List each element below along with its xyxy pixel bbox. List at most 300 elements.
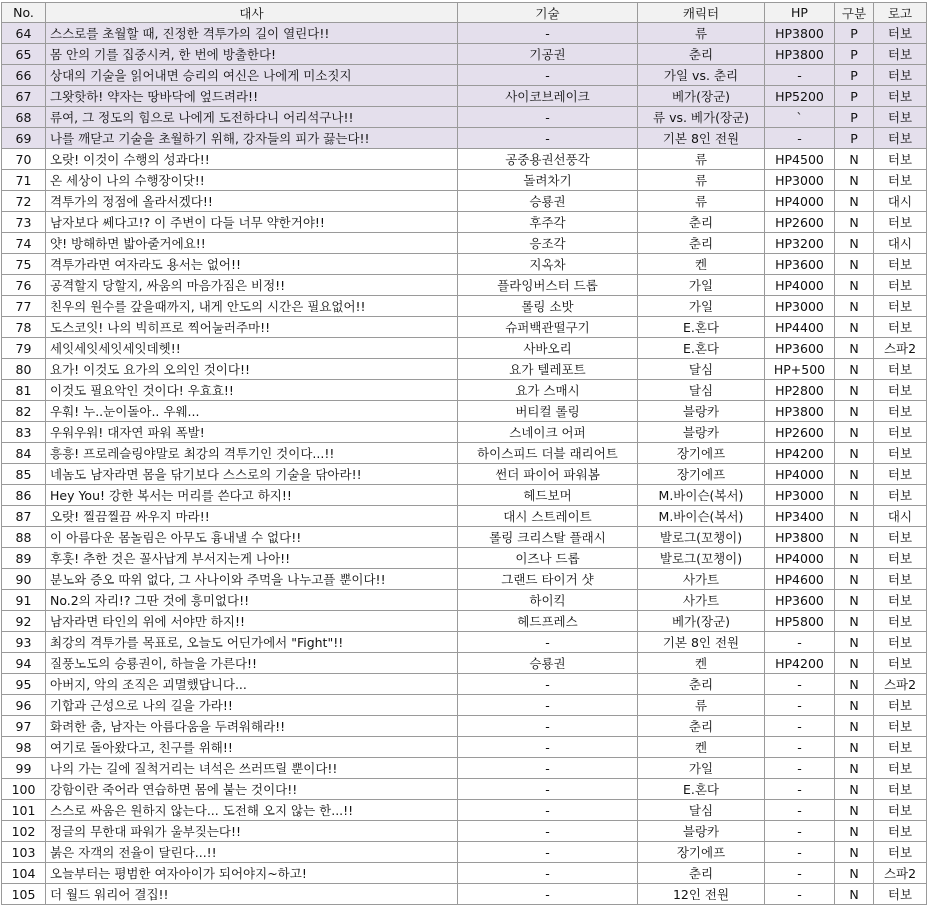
- cell-hp: HP3200: [765, 233, 835, 254]
- cell-hp: -: [765, 779, 835, 800]
- cell-no: 90: [2, 569, 46, 590]
- table-row: [2, 128, 927, 149]
- cell-character: 장기에프: [638, 842, 765, 863]
- cell-hp: HP5200: [765, 86, 835, 107]
- table-row: [2, 212, 927, 233]
- cell-log: 스파2: [874, 338, 927, 359]
- cell-log: 터보: [874, 443, 927, 464]
- cell-skill: 헤드프레스: [458, 611, 638, 632]
- cell-log: 터보: [874, 65, 927, 86]
- cell-hp: -: [765, 65, 835, 86]
- cell-no: 79: [2, 338, 46, 359]
- table-row: [2, 842, 927, 863]
- header-type: 구분: [835, 3, 874, 23]
- table-row: [2, 611, 927, 632]
- cell-line: 이 아름다운 몸놀림은 아무도 흉내낼 수 없다!!: [46, 527, 458, 548]
- cell-hp: HP3000: [765, 296, 835, 317]
- cell-hp: HP3800: [765, 527, 835, 548]
- cell-type: N: [835, 338, 874, 359]
- cell-line: 공격할지 당할지, 싸움의 마음가짐은 비정!!: [46, 275, 458, 296]
- cell-log: 터보: [874, 653, 927, 674]
- cell-character: 사가트: [638, 569, 765, 590]
- cell-hp: -: [765, 863, 835, 884]
- cell-line: Hey You! 강한 복서는 머리를 쓴다고 하지!!: [46, 485, 458, 506]
- cell-skill: -: [458, 128, 638, 149]
- cell-type: N: [835, 443, 874, 464]
- cell-log: 터보: [874, 317, 927, 338]
- cell-skill: -: [458, 716, 638, 737]
- cell-hp: HP3600: [765, 590, 835, 611]
- cell-log: 터보: [874, 422, 927, 443]
- cell-type: N: [835, 758, 874, 779]
- cell-line: 네놈도 남자라면 몸을 닦기보다 스스로의 기술을 닦아라!!: [46, 464, 458, 485]
- cell-character: 장기에프: [638, 443, 765, 464]
- cell-no: 89: [2, 548, 46, 569]
- cell-line: 질풍노도의 승룡권이, 하늘을 가른다!!: [46, 653, 458, 674]
- cell-type: P: [835, 86, 874, 107]
- cell-log: 터보: [874, 884, 927, 905]
- cell-hp: `: [765, 107, 835, 128]
- cell-character: 가일: [638, 275, 765, 296]
- cell-line: 격투가의 정점에 올라서겠다!!: [46, 191, 458, 212]
- cell-character: 사가트: [638, 590, 765, 611]
- cell-character: 블랑카: [638, 401, 765, 422]
- cell-no: 103: [2, 842, 46, 863]
- cell-line: 강함이란 죽어라 연습하면 몸에 붙는 것이다!!: [46, 779, 458, 800]
- cell-log: 터보: [874, 590, 927, 611]
- cell-no: 66: [2, 65, 46, 86]
- cell-type: N: [835, 611, 874, 632]
- cell-no: 105: [2, 884, 46, 905]
- table-body: [2, 23, 927, 905]
- cell-hp: HP2600: [765, 422, 835, 443]
- cell-no: 81: [2, 380, 46, 401]
- header-character: 캐릭터: [638, 3, 765, 23]
- cell-character: 춘리: [638, 212, 765, 233]
- cell-log: 터보: [874, 842, 927, 863]
- cell-type: N: [835, 569, 874, 590]
- table-row: [2, 65, 927, 86]
- cell-no: 67: [2, 86, 46, 107]
- cell-character: 기본 8인 전원: [638, 128, 765, 149]
- cell-skill: -: [458, 779, 638, 800]
- cell-character: M.바이슨(복서): [638, 485, 765, 506]
- cell-type: P: [835, 107, 874, 128]
- cell-skill: 스네이크 어퍼: [458, 422, 638, 443]
- cell-skill: 버티컬 롤링: [458, 401, 638, 422]
- cell-skill: -: [458, 884, 638, 905]
- cell-no: 85: [2, 464, 46, 485]
- cell-hp: -: [765, 737, 835, 758]
- cell-no: 78: [2, 317, 46, 338]
- header-row: [2, 3, 927, 23]
- cell-hp: -: [765, 632, 835, 653]
- cell-type: N: [835, 779, 874, 800]
- cell-type: N: [835, 863, 874, 884]
- cell-line: 얏! 방해하면 밟아줄거에요!!: [46, 233, 458, 254]
- cell-hp: HP4000: [765, 275, 835, 296]
- header-skill: 기술: [458, 3, 638, 23]
- cell-no: 94: [2, 653, 46, 674]
- cell-skill: -: [458, 674, 638, 695]
- cell-log: 대시: [874, 506, 927, 527]
- cell-hp: HP4400: [765, 317, 835, 338]
- cell-character: 베가(장군): [638, 86, 765, 107]
- table-row: [2, 527, 927, 548]
- cell-line: 남자라면 타인의 위에 서야만 하지!!: [46, 611, 458, 632]
- cell-skill: 슈퍼백관떨구기: [458, 317, 638, 338]
- table-row: [2, 296, 927, 317]
- cell-no: 91: [2, 590, 46, 611]
- cell-line: 여기로 돌아왔다고, 친구를 위해!!: [46, 737, 458, 758]
- cell-skill: 요가 스매시: [458, 380, 638, 401]
- table-row: [2, 254, 927, 275]
- cell-no: 82: [2, 401, 46, 422]
- cell-type: N: [835, 716, 874, 737]
- cell-character: 달심: [638, 800, 765, 821]
- cell-no: 88: [2, 527, 46, 548]
- cell-character: 류: [638, 191, 765, 212]
- cell-hp: HP4000: [765, 548, 835, 569]
- cell-no: 64: [2, 23, 46, 44]
- cell-line: 오늘부터는 평범한 여자아이가 되어야지~하고!: [46, 863, 458, 884]
- cell-character: E.혼다: [638, 338, 765, 359]
- cell-skill: 기공권: [458, 44, 638, 65]
- table-row: [2, 443, 927, 464]
- cell-line: 온 세상이 나의 수행장이닷!!: [46, 170, 458, 191]
- table-row: [2, 422, 927, 443]
- cell-log: 터보: [874, 485, 927, 506]
- cell-hp: HP3600: [765, 338, 835, 359]
- cell-character: 베가(장군): [638, 611, 765, 632]
- cell-log: 터보: [874, 779, 927, 800]
- cell-no: 104: [2, 863, 46, 884]
- cell-hp: HP2600: [765, 212, 835, 233]
- cell-character: 류: [638, 170, 765, 191]
- cell-type: N: [835, 359, 874, 380]
- cell-log: 터보: [874, 611, 927, 632]
- cell-line: 스스로 싸움은 원하지 않는다... 도전해 오지 않는 한...!!: [46, 800, 458, 821]
- cell-no: 93: [2, 632, 46, 653]
- cell-hp: HP3400: [765, 506, 835, 527]
- cell-no: 97: [2, 716, 46, 737]
- cell-line: 오랏! 찔끔찔끔 싸우지 마라!!: [46, 506, 458, 527]
- table-row: [2, 23, 927, 44]
- cell-skill: -: [458, 695, 638, 716]
- cell-type: N: [835, 506, 874, 527]
- cell-log: 터보: [874, 359, 927, 380]
- cell-skill: 지옥차: [458, 254, 638, 275]
- cell-line: 격투가라면 여자라도 용서는 없어!!: [46, 254, 458, 275]
- cell-type: N: [835, 527, 874, 548]
- cell-character: 기본 8인 전원: [638, 632, 765, 653]
- cell-no: 72: [2, 191, 46, 212]
- cell-type: N: [835, 884, 874, 905]
- table-row: [2, 86, 927, 107]
- cell-log: 대시: [874, 191, 927, 212]
- cell-skill: 대시 스트레이트: [458, 506, 638, 527]
- cell-log: 터보: [874, 695, 927, 716]
- table-row: [2, 401, 927, 422]
- cell-skill: 하이스피드 더블 래리어트: [458, 443, 638, 464]
- cell-type: N: [835, 653, 874, 674]
- cell-log: 터보: [874, 632, 927, 653]
- cell-character: 춘리: [638, 674, 765, 695]
- cell-skill: 이즈나 드롭: [458, 548, 638, 569]
- cell-hp: HP3000: [765, 485, 835, 506]
- cell-type: P: [835, 44, 874, 65]
- cell-no: 86: [2, 485, 46, 506]
- cell-skill: -: [458, 758, 638, 779]
- table-row: [2, 107, 927, 128]
- cell-skill: 그랜드 타이거 샷: [458, 569, 638, 590]
- cell-hp: -: [765, 695, 835, 716]
- cell-no: 69: [2, 128, 46, 149]
- cell-hp: HP4000: [765, 191, 835, 212]
- cell-hp: HP3800: [765, 401, 835, 422]
- cell-hp: -: [765, 716, 835, 737]
- cell-type: N: [835, 170, 874, 191]
- table-row: [2, 149, 927, 170]
- cell-log: 터보: [874, 86, 927, 107]
- cell-hp: HP4200: [765, 443, 835, 464]
- table-row: [2, 632, 927, 653]
- cell-skill: 썬더 파이어 파워봄: [458, 464, 638, 485]
- cell-no: 96: [2, 695, 46, 716]
- table-row: [2, 884, 927, 905]
- cell-line: No.2의 자리!? 그딴 것에 흥미없다!!: [46, 590, 458, 611]
- cell-skill: -: [458, 821, 638, 842]
- cell-type: N: [835, 275, 874, 296]
- cell-character: 장기에프: [638, 464, 765, 485]
- table-row: [2, 590, 927, 611]
- header-no: No.: [2, 3, 46, 23]
- cell-line: 화려한 춤, 남자는 아름다움을 두려워해라!!: [46, 716, 458, 737]
- cell-type: N: [835, 821, 874, 842]
- cell-log: 터보: [874, 212, 927, 233]
- cell-skill: 승룡권: [458, 191, 638, 212]
- table-row: [2, 758, 927, 779]
- cell-line: 스스로를 초월할 때, 진정한 격투가의 길이 열린다!!: [46, 23, 458, 44]
- table-row: [2, 359, 927, 380]
- cell-character: 발로그(꼬챙이): [638, 548, 765, 569]
- cell-line: 더 월드 워리어 결집!!: [46, 884, 458, 905]
- cell-character: 발로그(꼬챙이): [638, 527, 765, 548]
- cell-hp: HP+500: [765, 359, 835, 380]
- table-row: [2, 380, 927, 401]
- cell-no: 100: [2, 779, 46, 800]
- cell-log: 터보: [874, 569, 927, 590]
- cell-no: 80: [2, 359, 46, 380]
- header-line: 대사: [46, 3, 458, 23]
- table-row: [2, 569, 927, 590]
- cell-type: N: [835, 380, 874, 401]
- cell-character: 류: [638, 149, 765, 170]
- cell-character: 가일: [638, 758, 765, 779]
- table-row: [2, 800, 927, 821]
- table-row: [2, 464, 927, 485]
- cell-skill: 요가 텔레포트: [458, 359, 638, 380]
- cell-skill: 후주각: [458, 212, 638, 233]
- cell-skill: 헤드보머: [458, 485, 638, 506]
- cell-hp: HP3800: [765, 44, 835, 65]
- cell-character: 켄: [638, 653, 765, 674]
- cell-log: 터보: [874, 464, 927, 485]
- cell-type: N: [835, 149, 874, 170]
- table-row: [2, 317, 927, 338]
- cell-hp: -: [765, 842, 835, 863]
- cell-character: E.혼다: [638, 779, 765, 800]
- cell-log: 터보: [874, 296, 927, 317]
- cell-character: 켄: [638, 254, 765, 275]
- cell-no: 92: [2, 611, 46, 632]
- cell-type: N: [835, 800, 874, 821]
- cell-log: 터보: [874, 821, 927, 842]
- cell-skill: 하이킥: [458, 590, 638, 611]
- cell-line: 흥흥! 프로레슬링야말로 최강의 격투기인 것이다...!!: [46, 443, 458, 464]
- cell-log: 터보: [874, 737, 927, 758]
- cell-no: 76: [2, 275, 46, 296]
- cell-line: 나를 깨닫고 기술을 초월하기 위해, 강자들의 피가 끓는다!!: [46, 128, 458, 149]
- header-hp: HP: [765, 3, 835, 23]
- table-row: [2, 548, 927, 569]
- cell-log: 터보: [874, 149, 927, 170]
- cell-line: 붉은 자객의 전율이 달린다...!!: [46, 842, 458, 863]
- cell-skill: -: [458, 632, 638, 653]
- table-row: [2, 191, 927, 212]
- cell-no: 101: [2, 800, 46, 821]
- table-row: [2, 737, 927, 758]
- cell-type: P: [835, 128, 874, 149]
- cell-skill: -: [458, 863, 638, 884]
- cell-skill: 롤링 소밧: [458, 296, 638, 317]
- cell-no: 84: [2, 443, 46, 464]
- cell-hp: HP4200: [765, 653, 835, 674]
- cell-character: 달심: [638, 359, 765, 380]
- cell-log: 스파2: [874, 863, 927, 884]
- cell-line: 나의 가는 길에 질척거리는 녀석은 쓰러뜨릴 뿐이다!!: [46, 758, 458, 779]
- cell-no: 102: [2, 821, 46, 842]
- cell-skill: 돌려차기: [458, 170, 638, 191]
- table-row: [2, 485, 927, 506]
- table-row: [2, 779, 927, 800]
- cell-type: N: [835, 632, 874, 653]
- cell-hp: HP3800: [765, 23, 835, 44]
- cell-hp: HP4000: [765, 464, 835, 485]
- header-log: 로고: [874, 3, 927, 23]
- cell-line: 그왓핫하! 약자는 땅바닥에 엎드려라!!: [46, 86, 458, 107]
- cell-character: 블랑카: [638, 422, 765, 443]
- cell-character: M.바이슨(복서): [638, 506, 765, 527]
- cell-line: 정글의 무한대 파워가 울부짖는다!!: [46, 821, 458, 842]
- cell-skill: 공중용권선풍각: [458, 149, 638, 170]
- cell-hp: -: [765, 821, 835, 842]
- cell-line: 남자보다 쎄다고!? 이 주변이 다들 너무 약한거야!!: [46, 212, 458, 233]
- cell-no: 75: [2, 254, 46, 275]
- cell-hp: -: [765, 128, 835, 149]
- cell-skill: -: [458, 23, 638, 44]
- cell-type: N: [835, 317, 874, 338]
- cell-type: N: [835, 401, 874, 422]
- cell-line: 류여, 그 정도의 힘으로 나에게 도전하다니 어리석구나!!: [46, 107, 458, 128]
- cell-log: 터보: [874, 401, 927, 422]
- cell-character: 12인 전원: [638, 884, 765, 905]
- cell-character: 류: [638, 23, 765, 44]
- cell-log: 터보: [874, 380, 927, 401]
- cell-log: 대시: [874, 233, 927, 254]
- cell-character: 춘리: [638, 44, 765, 65]
- cell-skill: 응조각: [458, 233, 638, 254]
- table-row: [2, 821, 927, 842]
- cell-type: N: [835, 296, 874, 317]
- table-row: [2, 674, 927, 695]
- cell-log: 터보: [874, 254, 927, 275]
- cell-no: 83: [2, 422, 46, 443]
- cell-type: N: [835, 212, 874, 233]
- cell-skill: -: [458, 737, 638, 758]
- cell-log: 터보: [874, 275, 927, 296]
- cell-type: N: [835, 191, 874, 212]
- cell-no: 95: [2, 674, 46, 695]
- cell-character: 가일 vs. 춘리: [638, 65, 765, 86]
- cell-type: N: [835, 548, 874, 569]
- cell-log: 터보: [874, 716, 927, 737]
- cell-no: 71: [2, 170, 46, 191]
- table-row: [2, 653, 927, 674]
- cell-type: N: [835, 695, 874, 716]
- cell-type: P: [835, 23, 874, 44]
- cell-skill: 플라잉버스터 드롭: [458, 275, 638, 296]
- cell-type: P: [835, 65, 874, 86]
- cell-hp: HP4500: [765, 149, 835, 170]
- cell-character: E.혼다: [638, 317, 765, 338]
- cell-line: 기합과 근성으로 나의 길을 가라!!: [46, 695, 458, 716]
- cell-character: 블랑카: [638, 821, 765, 842]
- cell-type: N: [835, 254, 874, 275]
- cell-line: 친우의 원수를 갚을때까지, 내게 안도의 시간은 필요없어!!: [46, 296, 458, 317]
- cell-type: N: [835, 464, 874, 485]
- cell-type: N: [835, 422, 874, 443]
- cell-log: 터보: [874, 23, 927, 44]
- cell-type: N: [835, 842, 874, 863]
- cell-line: 요가! 이것도 요가의 오의인 것이다!!: [46, 359, 458, 380]
- table-row: [2, 338, 927, 359]
- cell-line: 도스코잇! 나의 빅히프로 찍어눌러주마!!: [46, 317, 458, 338]
- cell-no: 74: [2, 233, 46, 254]
- cell-no: 68: [2, 107, 46, 128]
- table-row: [2, 44, 927, 65]
- table-row: [2, 170, 927, 191]
- cell-skill: 승룡권: [458, 653, 638, 674]
- cell-line: 이것도 필요악인 것이다! 우효효!!: [46, 380, 458, 401]
- cell-type: N: [835, 674, 874, 695]
- cell-hp: HP3000: [765, 170, 835, 191]
- cell-log: 터보: [874, 527, 927, 548]
- cell-type: N: [835, 590, 874, 611]
- cell-character: 켄: [638, 737, 765, 758]
- cell-skill: 사이코브레이크: [458, 86, 638, 107]
- cell-log: 스파2: [874, 674, 927, 695]
- table-row: [2, 863, 927, 884]
- cell-line: 상대의 기술을 읽어내면 승리의 여신은 나에게 미소짓지: [46, 65, 458, 86]
- cell-hp: -: [765, 674, 835, 695]
- cell-type: N: [835, 233, 874, 254]
- quotes-table: [1, 2, 927, 905]
- cell-hp: -: [765, 800, 835, 821]
- cell-skill: 사바오리: [458, 338, 638, 359]
- cell-line: 세잇세잇세잇세잇데헷!!: [46, 338, 458, 359]
- cell-skill: -: [458, 842, 638, 863]
